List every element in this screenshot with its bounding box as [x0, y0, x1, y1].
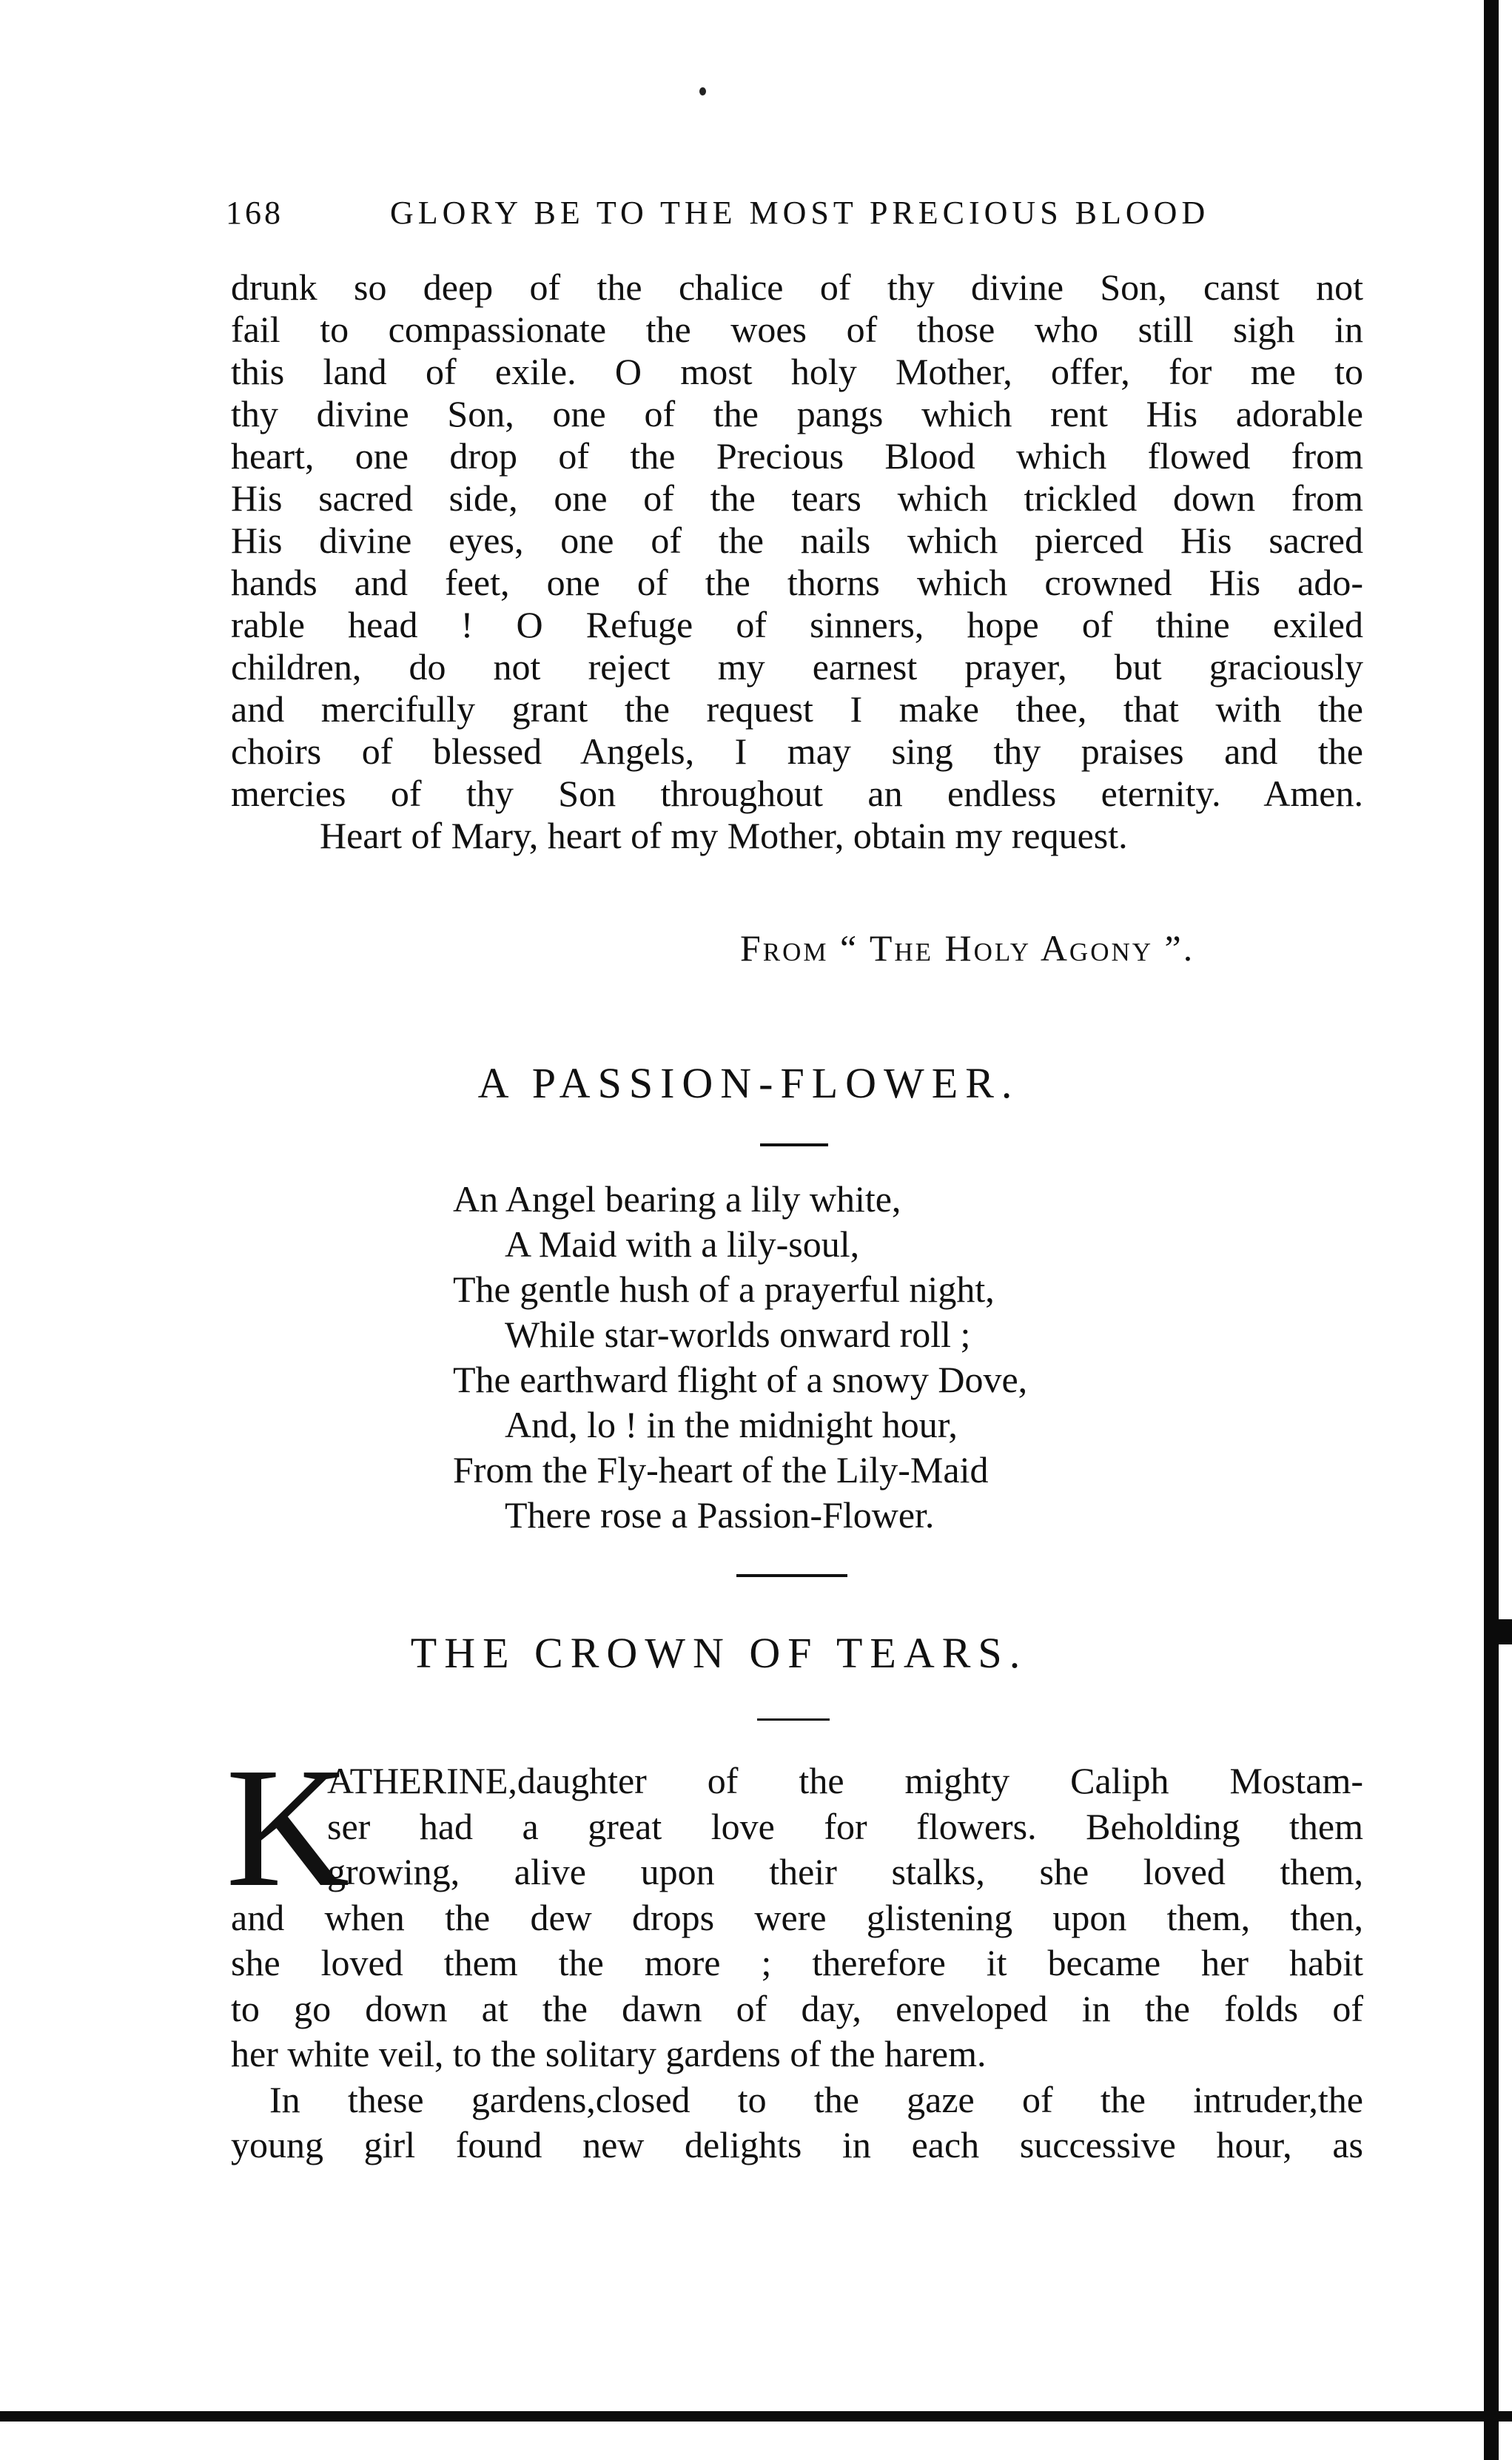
poem-line: There rose a Passion-Flower.	[505, 1494, 935, 1536]
text-line: to go down at the dawn of day, enveloped in the folds of	[231, 1987, 1363, 2029]
text-line: His divine eyes, one of the nails which pierced His sacred	[231, 520, 1363, 561]
section-rule	[760, 1143, 828, 1146]
text-line: mercies of thy Son throughout an endless eternity. Amen.	[231, 773, 1363, 814]
text-line: fail to compassionate the woes of those who still sigh in	[231, 309, 1363, 350]
text-line: heart, one drop of the Precious Blood which flowed from	[231, 435, 1363, 477]
text-line: ser had a great love for flowers. Beholding them	[327, 1805, 1363, 1847]
text-line: she loved them the more ; therefore it became her habit	[231, 1942, 1363, 1983]
poem-line: And, lo ! in the midnight hour,	[505, 1404, 958, 1445]
text-line: thy divine Son, one of the pangs which rent His adorable	[231, 393, 1363, 434]
text-line: rable head ! O Refuge of sinners, hope of thine exiled	[231, 604, 1363, 645]
poem-line: The gentle hush of a prayerful night,	[453, 1268, 995, 1310]
poem	[453, 1177, 1341, 1538]
text-line: choirs of blessed Angels, I may sing thy praises and the	[231, 730, 1363, 772]
text-line: children, do not reject my earnest prayer, but graciously	[231, 646, 1363, 688]
attribution: From “ The Holy Agony ”.	[740, 927, 1195, 969]
text-line: her white veil, to the solitary gardens of the harem.	[231, 2033, 987, 2074]
section-rule	[757, 1718, 830, 1721]
story-paragraph	[231, 1758, 1363, 2168]
page-edge-right	[1484, 0, 1499, 2460]
poem-line: The earthward flight of a snowy Dove,	[453, 1359, 1028, 1400]
poem-line: From the Fly-heart of the Lily-Maid	[453, 1449, 989, 1491]
text-line: hands and feet, one of the thorns which crowned His ado-	[231, 562, 1363, 603]
edge-mark	[1497, 1619, 1512, 1644]
ink-speck	[699, 87, 706, 95]
running-head: GLORY BE TO THE MOST PRECIOUS BLOOD	[390, 195, 1210, 231]
intro-paragraph	[231, 266, 1363, 857]
section-rule	[736, 1574, 847, 1577]
page-header	[226, 194, 1365, 238]
text-line: His sacred side, one of the tears which trickled down from	[231, 477, 1363, 519]
text-line: and mercifully grant the request I make thee, that with the	[231, 688, 1363, 730]
text-line: this land of exile. O most holy Mother, offer, for me to	[231, 351, 1363, 392]
text-line: Heart of Mary, heart of my Mother, obtain my request.	[320, 815, 1128, 856]
page-edge-bottom	[0, 2411, 1512, 2422]
poem-line: A Maid with a lily-soul,	[505, 1223, 860, 1265]
text-line: and when the dew drops were glistening upon them, then,	[231, 1896, 1363, 1938]
story-title: THE CROWN OF TEARS.	[410, 1629, 1028, 1677]
text-line: In these gardens,closed to the gaze of the intruder,the	[269, 2078, 1363, 2120]
poem-line: While star-worlds onward roll ;	[505, 1314, 971, 1355]
drop-cap: K	[226, 1733, 350, 1923]
poem-title: A PASSION-FLOWER.	[477, 1059, 1020, 1107]
poem-line: An Angel bearing a lily white,	[453, 1178, 901, 1220]
text-line: growing, alive upon their stalks, she loved them,	[327, 1851, 1363, 1892]
text-line: young girl found new delights in each successive hour, as	[231, 2124, 1363, 2165]
page-number: 168	[226, 195, 283, 231]
text-line: ATHERINE,daughter of the mighty Caliph Mostam-	[327, 1760, 1363, 1801]
text-line: drunk so deep of the chalice of thy divine Son, canst not	[231, 266, 1363, 308]
